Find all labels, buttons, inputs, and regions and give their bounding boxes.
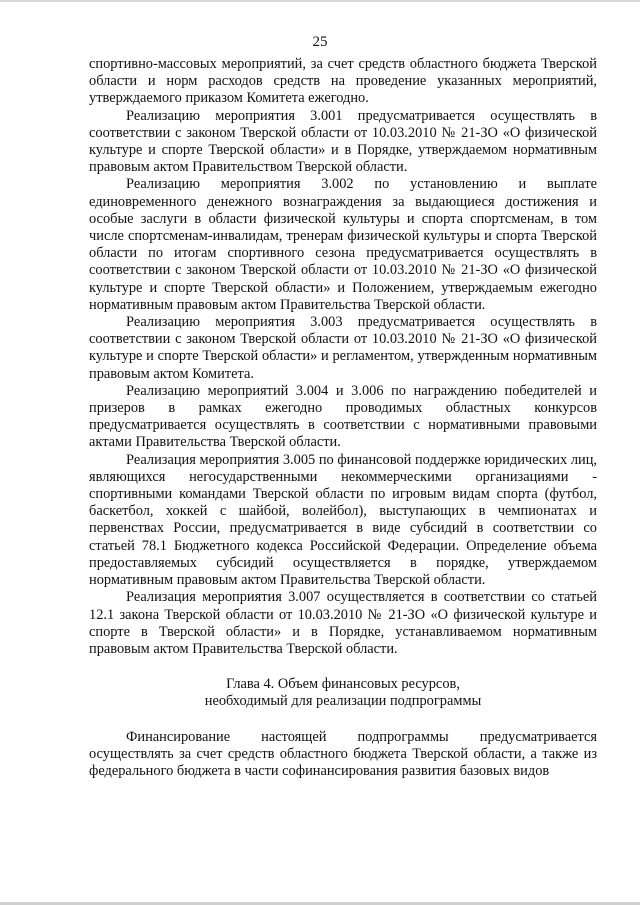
scan-edge-top — [0, 0, 640, 2]
paragraph-continuation: спортивно-массовых мероприятий, за счет средств областного бюджета Тверской области и норм расходов средств на проведение указанных мероприятий, утверждаемого приказом Комитета ежегодно. — [89, 56, 597, 107]
chapter-heading-line-1: Глава 4. Объем финансовых ресурсов, — [226, 676, 460, 693]
paragraph-measure-3005: Реализация мероприятия 3.005 по финансовой поддержке юридических лиц, являющихся негосударственными некоммерческими организациями - спортивными командами Тверской области по игровым видам спорта (футбол, баскетбол, хоккей с шайбой, волейбол), выступающих в чемпионатах и первенствах России, предусматривается в виде субсидий в соответствии со статьей 78.1 Бюджетного кодекса Российской Федерации. Определение объема предоставляемых субсидий осуществляется в порядке, утверждаемом нормативным правовым актом Правительства Тверской области. — [89, 451, 597, 589]
chapter-heading — [89, 676, 597, 710]
chapter-heading-line-2: необходимый для реализации подпрограммы — [204, 693, 482, 710]
page-number: 25 — [312, 34, 328, 50]
paragraph-measure-3002: Реализацию мероприятия 3.002 по установлению и выплате единовременного денежного вознаграждения за выдающиеся достижения и особые заслуги в области физической культуры и спорта спортсменам, в том числе спортсменам-инвалидам, тренерам физической культуры и спорта Тверской области по итогам спортивного сезона предусматривается осуществлять в соответствии с законом Тверской области от 10.03.2010 № 21-ЗО «О физической культуре и спорте Тверской области» и Положением, утверждаемым ежегодно нормативным правовым актом Правительства Тверской области. — [89, 176, 597, 313]
document-body — [89, 56, 597, 780]
paragraph-measures-3004-3006: Реализацию мероприятий 3.004 и 3.006 по награждению победителей и призеров в рамках ежегодно проводимых областных конкурсов предусматривается осуществлять в соответствии с нормативными правовыми актами Правительства Тверской области. — [89, 382, 597, 451]
paragraph-measure-3007: Реализация мероприятия 3.007 осуществляется в соответствии со статьей 12.1 закона Тверской области от 10.03.2010 № 21-ЗО «О физической культуре и спорте в Тверской области» и в Порядке, устанавливаемом нормативным правовым актом Правительства Тверской области. — [89, 589, 597, 657]
paragraph-financing: Финансирование настоящей подпрограммы предусматривается осуществлять за счет средств областного бюджета Тверской области, а также из федерального бюджета в части софинансирования развития базовых видов — [89, 728, 597, 779]
paragraph-measure-3001: Реализацию мероприятия 3.001 предусматривается осуществлять в соответствии с законом Тверской области от 10.03.2010 № 21-ЗО «О физической культуре и спорте Тверской области» и в Порядке, утверждаемом нормативным правовым актом Правительством Тверской области. — [89, 107, 597, 176]
paragraph-measure-3003: Реализацию мероприятия 3.003 предусматривается осуществлять в соответствии с законом Тверской области от 10.03.2010 № 21-ЗО «О физической культуре и спорте Тверской области» и регламентом, утвержденным нормативным правовым актом Комитета. — [89, 314, 597, 382]
